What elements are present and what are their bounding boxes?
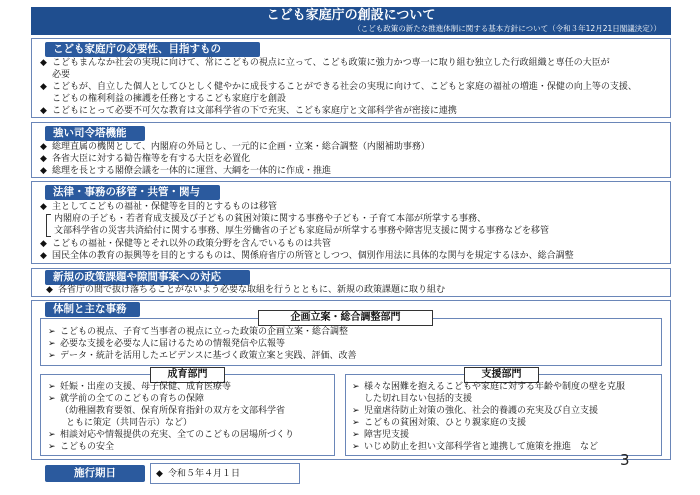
command-item-3: ◆ 総理を長とする閣僚会議を一体的に運営、大綱を一体的に作成・推進 — [40, 166, 332, 176]
support-heading: 支援部門 — [464, 367, 539, 383]
support-item-3: ➢ こどもの貧困対策、ひとり親家庭の支援 — [352, 418, 527, 428]
planning-item-2: ➢ 必要な支援を必要な人に届けるための情報発信や広報等 — [48, 339, 286, 349]
planning-heading: 企画立案・総合調整部門 — [258, 310, 433, 326]
page-subtitle: （こども政策の新たな推進体制に関する基本方針について（令和３年12月21日閣議決定）） — [353, 24, 661, 33]
growth-item-3: ➢ 相談対応や情報提供の充実、全てのこどもの居場所づくり — [48, 430, 295, 440]
support-item-1: ➢ 様々な困難を抱えるこどもや家庭に対する年齢や制度の壁を克服 — [352, 382, 626, 392]
transfer-bracket — [46, 214, 51, 237]
structure-heading: 体制と主な事務 — [45, 302, 140, 317]
support-item-4: ➢ 障害児支援 — [352, 430, 410, 440]
page-title: こども家庭庁の創設について — [266, 8, 436, 23]
growth-item-2: ➢ 就学前の全てのこどもの育ちの保障 — [48, 394, 205, 404]
necessity-item-1-cont: 必要 — [52, 70, 71, 80]
transfer-item-3: ◆ 国民全体の教育の振興等を目的とするものは、関係府省庁の所管としつつ、個別作用法に具体的な関与を規定するほか、総合調整 — [40, 251, 574, 261]
growth-item-1: ➢ 妊娠・出産の支援、母子保健、成育医療等 — [48, 382, 232, 392]
transfer-item-1: ◆ 主としてこどもの福祉・保健等を目的とするものは移管 — [40, 202, 278, 212]
command-heading: 強い司令塔機能 — [45, 126, 145, 141]
support-item-1-cont: した切れ目ない包括的支援 — [364, 394, 473, 404]
transfer-item-2: ◆ こどもの福祉・保健等とそれ以外の政策分野を含んでいるものは共管 — [40, 239, 332, 249]
effective-value: ◆ 令和５年４月１日 — [156, 469, 241, 479]
transfer-item-1-detail-b: 文部科学省の災害共済給付に関する事務、厚生労働省の子ども家庭局が所掌する事務や障害児支援に関する事務などを移管 — [54, 226, 550, 236]
page-number: 3 — [620, 451, 630, 469]
planning-item-3: ➢ データ・統計を活用したエビデンスに基づく政策立案と実践、評価、改善 — [48, 351, 357, 361]
growth-heading: 成育部門 — [150, 367, 225, 383]
transfer-heading: 法律・事務の移管・共管・関与 — [45, 185, 220, 200]
necessity-item-2-cont: こどもの権利利益の擁護を任務とするこども家庭庁を創設 — [52, 94, 287, 104]
necessity-item-2: ◆ こどもが、自立した個人としてひとしく健やかに成長することができる社会の実現に向けて、こどもと家庭の福祉の増進・保健の向上等の支援、 — [40, 82, 637, 92]
necessity-item-1: ◆ こどもまんなか社会の実現に向けて、常にこどもの視点に立って、こども政策に強力かつ専一に取り組む独立した行政組織と専任の大臣が — [40, 58, 610, 68]
support-item-5: ➢ いじめ防止を担い文部科学省と連携して施策を推進 など — [352, 442, 599, 452]
growth-item-4: ➢ こどもの安全 — [48, 442, 115, 452]
title-bar — [31, 7, 671, 35]
necessity-item-3: ◆ こどもにとって必要不可欠な教育は文部科学省の下で充実、こども家庭庁と文部科学省が密接に連携 — [40, 106, 457, 116]
planning-item-1: ➢ こどもの視点、子育て当事者の視点に立った政策の企画立案・総合調整 — [48, 327, 349, 337]
effective-heading: 施行期日 — [45, 465, 145, 482]
growth-item-2-note-a: （幼稚園教育要領、保育所保育指針の双方を文部科学省 — [60, 406, 286, 416]
necessity-heading: こども家庭庁の必要性、目指すもの — [45, 42, 260, 57]
command-item-1: ◆ 総理直属の機関として、内閣府の外局とし、一元的に企画・立案・総合調整（内閣補助事務） — [40, 142, 430, 152]
growth-item-2-note-b: ともに策定（共同告示）など） — [66, 418, 193, 428]
gaps-item-1: ◆ 各省庁の間で抜け落ちることがないよう必要な取組を行うとともに、新規の政策課題に取り組む — [46, 285, 446, 295]
transfer-item-1-detail-a: 内閣府の子ども・若者育成支援及び子どもの貧困対策に関する事務や子ども・子育て本部が所掌する事務、 — [54, 214, 487, 224]
command-item-2: ◆ 各省大臣に対する勧告権等を有する大臣を必置化 — [40, 154, 251, 164]
gaps-heading: 新規の政策課題や隙間事案への対応 — [45, 270, 250, 285]
support-item-2: ➢ 児童虐待防止対策の強化、社会的養護の充実及び自立支援 — [352, 406, 599, 416]
